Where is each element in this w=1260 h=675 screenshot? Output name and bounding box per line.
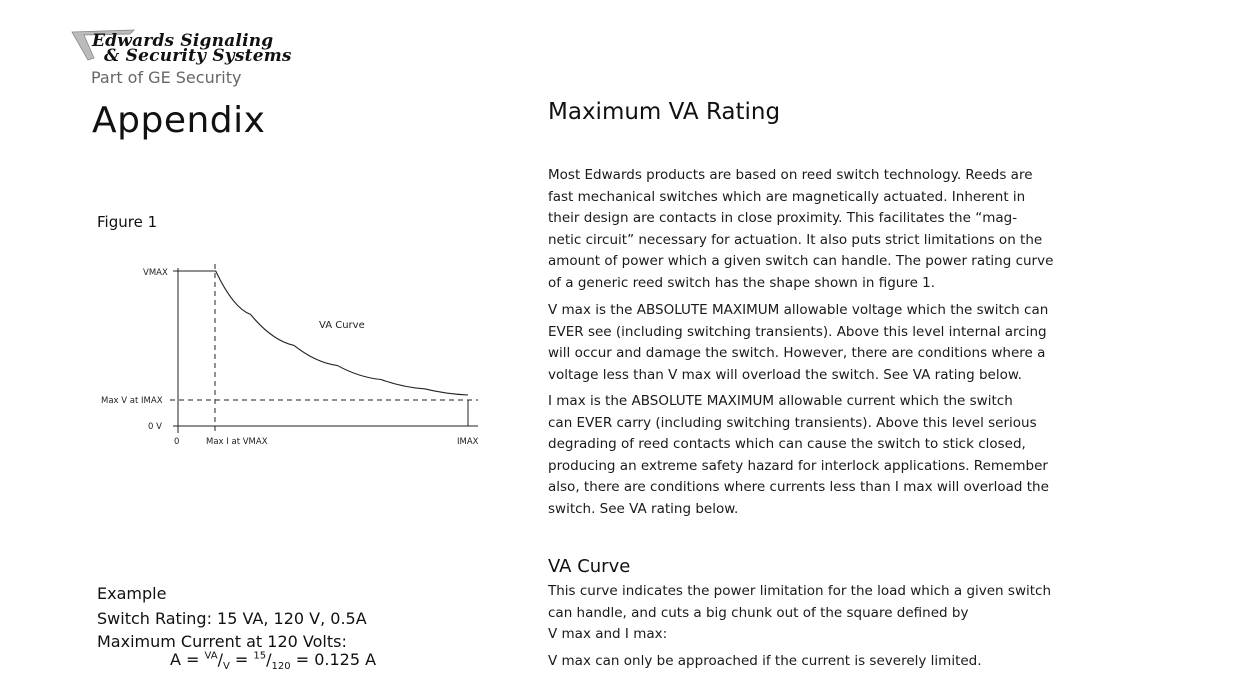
paragraph-line: This curve indicates the power limitation for the load which a given switch bbox=[548, 583, 1052, 599]
curve-label: VA Curve bbox=[319, 320, 365, 331]
paragraph-line: amount of power which a given switch can handle. The power rating curve bbox=[548, 253, 1054, 270]
section-title: Maximum VA Rating bbox=[548, 99, 781, 125]
paragraph-line: netic circuit” necessary for actuation. It also puts strict limitations on the bbox=[548, 231, 1043, 248]
paragraph-line: can EVER carry (including switching transients). Above this level serious bbox=[548, 414, 1037, 431]
logo-subtitle: Part of GE Security bbox=[91, 68, 242, 87]
formula-den2: 120 bbox=[271, 661, 291, 673]
paragraph-line: degrading of reed contacts which can cause the switch to stick closed, bbox=[548, 436, 1026, 453]
paragraph-line: Most Edwards products are based on reed switch technology. Reeds are bbox=[548, 167, 1033, 183]
paragraph-line: of a generic reed switch has the shape shown in figure 1. bbox=[548, 274, 936, 291]
example-formula: $A = ^{VA}/_V = ^{15}/_{120} = 0.125$ A bbox=[170, 650, 377, 673]
va-curve-chart bbox=[95, 258, 495, 450]
page-title: Appendix bbox=[92, 100, 266, 141]
paragraph-line: can handle, and cuts a big chunk out of the square defined by bbox=[548, 604, 969, 621]
paragraph-line: V max and I max: bbox=[548, 626, 668, 643]
x-tick-imax: IMAX bbox=[457, 437, 479, 447]
paragraph-line: V max can only be approached if the current is severely limited. bbox=[548, 653, 982, 669]
y-tick-zero-v: 0 V bbox=[148, 422, 162, 432]
paragraph-line: also, there are conditions where currents less than I max will overload the bbox=[548, 479, 1049, 496]
formula-num2: 15 bbox=[253, 650, 267, 662]
paragraph-line: producing an extreme safety hazard for interlock applications. Remember bbox=[548, 457, 1048, 474]
paragraph-vmax bbox=[548, 300, 1138, 386]
example-title: Example bbox=[97, 584, 167, 603]
x-tick-zero: 0 bbox=[174, 437, 180, 447]
paragraph-line: switch. See VA rating below. bbox=[548, 500, 739, 517]
paragraph-imax bbox=[548, 391, 1138, 521]
paragraph-vmax-approach bbox=[548, 651, 1138, 673]
paragraph-intro bbox=[548, 165, 1138, 295]
paragraph-line: I max is the ABSOLUTE MAXIMUM allowable current which the switch bbox=[548, 393, 1013, 409]
paragraph-line: EVER see (including switching transients). Above this level internal arcing bbox=[548, 323, 1047, 340]
logo-name-line2: & Security Systems bbox=[104, 46, 292, 66]
formula-lhs: A = bbox=[170, 650, 200, 669]
paragraph-line: fast mechanical switches which are magnetically actuated. Inherent in bbox=[548, 188, 1026, 205]
va-curve-heading: VA Curve bbox=[548, 556, 631, 577]
paragraph-line: will occur and damage the switch. However, there are conditions where a bbox=[548, 345, 1046, 362]
formula-den1: V bbox=[222, 661, 230, 673]
figure-label: Figure 1 bbox=[97, 213, 158, 231]
logo-name-line1: Edwards Signaling bbox=[92, 31, 274, 51]
y-tick-vmax: VMAX bbox=[143, 268, 168, 278]
example-max-current-label: Maximum Current at 120 Volts: bbox=[97, 632, 347, 651]
formula-eq: = bbox=[234, 650, 249, 669]
paragraph-line: V max is the ABSOLUTE MAXIMUM allowable voltage which the switch can bbox=[548, 302, 1049, 318]
y-tick-max-v-at-imax: Max V at IMAX bbox=[101, 396, 163, 406]
paragraph-line: voltage less than V max will overload the switch. See VA rating below. bbox=[548, 366, 1022, 383]
paragraph-va-curve bbox=[548, 581, 1138, 646]
formula-num1: VA bbox=[204, 650, 218, 662]
va-curve-line bbox=[178, 271, 468, 395]
x-tick-max-i-at-vmax: Max I at VMAX bbox=[206, 437, 268, 447]
example-switch-rating: Switch Rating: 15 VA, 120 V, 0.5A bbox=[97, 609, 367, 628]
paragraph-line: their design are contacts in close proximity. This facilitates the “mag- bbox=[548, 210, 1018, 227]
formula-result: = 0.125 A bbox=[295, 650, 377, 669]
